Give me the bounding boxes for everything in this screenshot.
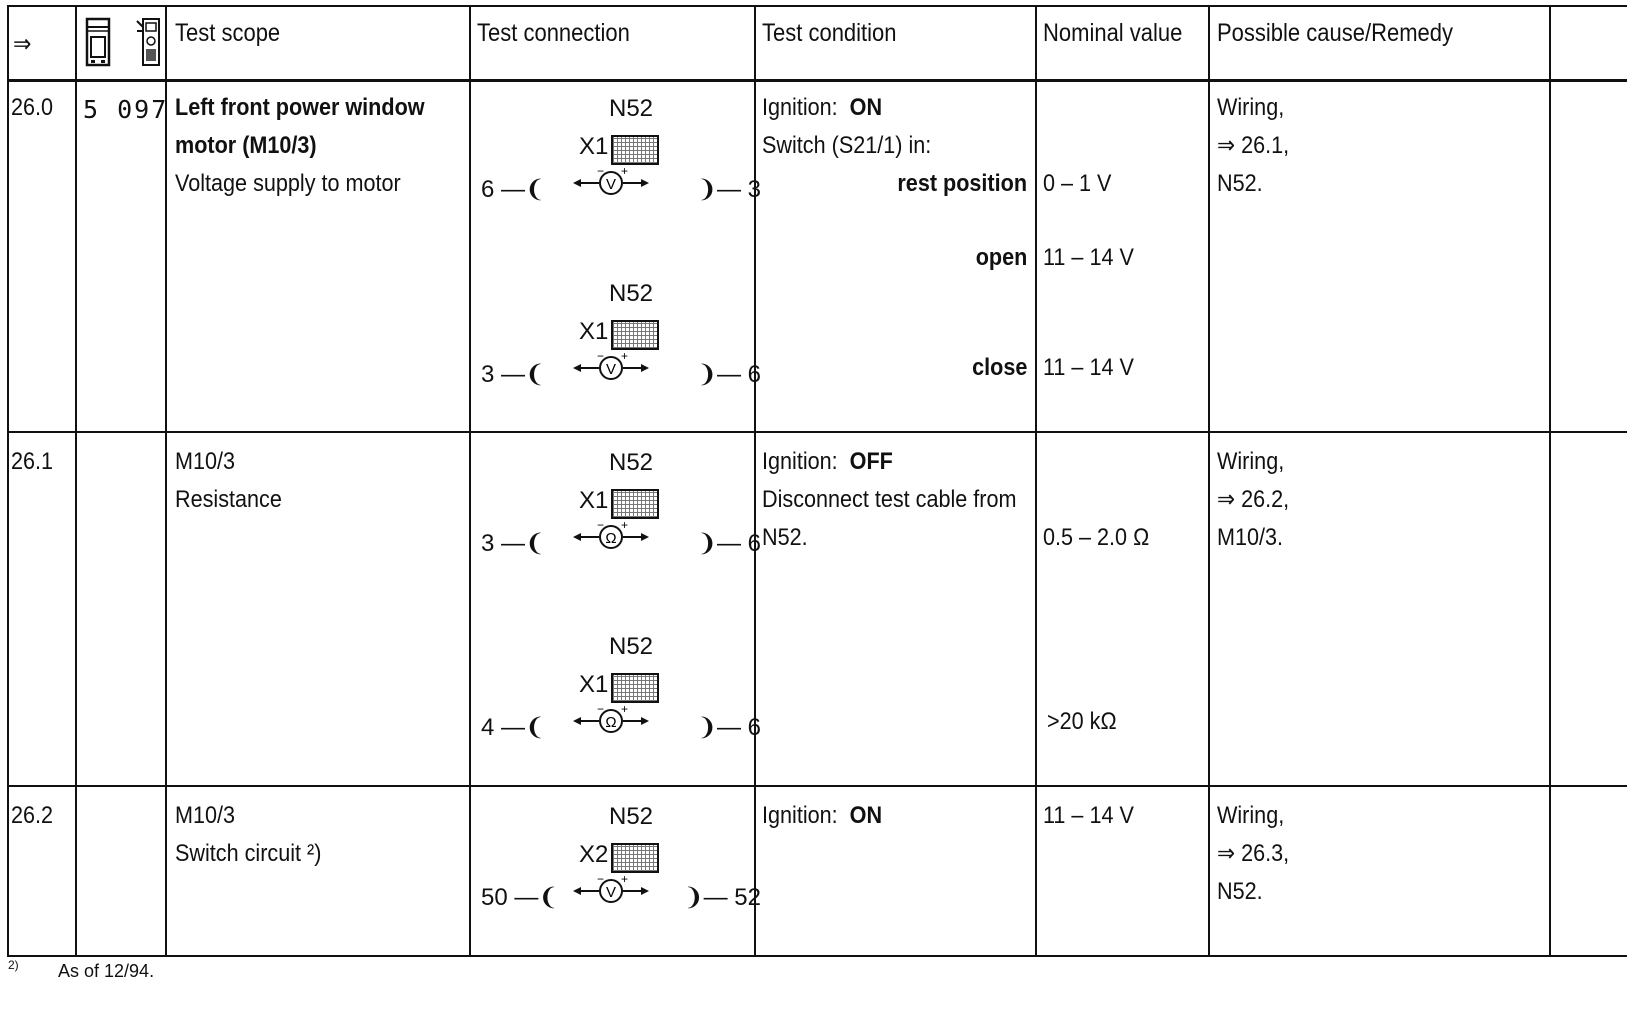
svg-text:−: − [597,350,605,363]
col-divider [1208,5,1210,957]
test-scope-title: motor (M10/3) [175,132,317,159]
remedy-line: N52. [1217,170,1263,197]
ohmmeter-icon [571,703,651,739]
left-pin: 3 —❨ [481,530,546,557]
left-pin: 3 —❨ [481,361,546,388]
remedy-line: Wiring, [1217,802,1285,829]
test-condition-line: N52. [762,524,808,551]
switch-position: open [975,244,1027,271]
nominal-value: 11 – 14 V [1043,354,1134,381]
test-condition: Ignition: ON [762,802,883,829]
svg-text:−: − [597,873,605,886]
test-condition: Ignition: ON [762,94,883,121]
svg-text:−: − [597,519,605,532]
test-scope-title: Left front power window [175,94,425,121]
left-pin: 4 —❨ [481,714,546,741]
test-scope-subtitle: Resistance [175,486,282,513]
module-label: N52 [609,633,654,660]
col-divider [1549,5,1551,957]
test-connection-diagram [471,633,771,753]
remedy-link[interactable]: ⇒ 26.1, [1217,132,1290,159]
connector-icon [611,135,659,165]
nominal-value: >20 kΩ [1047,708,1117,735]
test-condition: Ignition: OFF [762,448,893,475]
plug-label: X2 [579,841,609,868]
multimeter-probe-icon [135,17,161,72]
test-scope-title: M10/3 [175,448,236,475]
test-connection-diagram [471,95,771,215]
ohmmeter-icon [571,519,651,555]
nominal-value: 11 – 14 V [1043,802,1134,829]
svg-text:+: + [621,873,629,886]
svg-text:Ω: Ω [605,530,617,547]
meter-icon [571,873,651,909]
test-condition-line: Disconnect test cable from [762,486,1017,513]
right-pin: ❩— 6 [696,714,761,741]
left-pin: 50 —❨ [481,884,559,911]
remedy-line: M10/3. [1217,524,1284,551]
nominal-value-header: Nominal value [1043,19,1183,47]
nominal-value: 11 – 14 V [1043,244,1134,271]
hand-held-tester-icon [85,17,111,72]
remedy-line: Wiring, [1217,94,1285,121]
step-number: 26.0 [11,94,54,121]
row-divider [7,431,1627,433]
table-border-bottom [7,955,1627,957]
module-label: N52 [609,95,654,122]
connector-icon [611,673,659,703]
step-number: 26.2 [11,802,54,829]
svg-text:−: − [597,703,605,716]
diagnostic-test-table [7,5,1627,1007]
test-connection-header: Test connection [477,19,630,47]
col-divider [7,5,9,957]
meter-icon [571,165,651,201]
remedy-header: Possible cause/Remedy [1217,19,1454,47]
remedy-link[interactable]: ⇒ 26.3, [1217,840,1290,867]
test-connection-diagram [471,280,771,400]
switch-position: rest position [897,170,1027,197]
module-label: N52 [609,280,654,307]
test-scope-subtitle: Voltage supply to motor [175,170,401,197]
svg-text:+: + [621,519,629,532]
col-divider [75,5,77,957]
plug-label: X1 [579,318,609,345]
table-border-top [7,5,1627,7]
switch-position: close [971,354,1027,381]
module-label: N52 [609,803,654,830]
footnote-mark: 2) [8,958,19,972]
right-pin: ❩— 6 [696,361,761,388]
test-condition-header: Test condition [762,19,897,47]
connector-icon [611,320,659,350]
right-pin: ❩— 6 [696,530,761,557]
test-scope-subtitle: Switch circuit ²) [175,840,322,867]
svg-text:V: V [605,361,617,378]
svg-text:+: + [621,350,629,363]
header-divider [7,79,1627,82]
test-scope-header: Test scope [175,19,281,47]
test-condition-line: Switch (S21/1) in: [762,132,932,159]
remedy-line: Wiring, [1217,448,1285,475]
module-label: N52 [609,449,654,476]
svg-text:Ω: Ω [605,714,617,731]
connector-icon [611,843,659,873]
fault-code: 5 097 [83,95,169,124]
test-scope-title: M10/3 [175,802,236,829]
remedy-line: N52. [1217,878,1263,905]
plug-label: X1 [579,487,609,514]
nominal-value: 0 – 1 V [1043,170,1112,197]
row-divider [7,785,1627,787]
svg-text:+: + [621,165,629,178]
nominal-value: 0.5 – 2.0 Ω [1043,524,1150,551]
left-pin: 6 —❨ [481,176,546,203]
col-divider [1035,5,1037,957]
step-number: 26.1 [11,448,54,475]
plug-label: X1 [579,671,609,698]
test-connection-diagram [471,449,771,569]
svg-text:+: + [621,703,629,716]
svg-text:V: V [605,884,617,901]
test-connection-diagram [471,803,771,923]
meter-icon [571,350,651,386]
svg-text:−: − [597,165,605,178]
arrow-header: ⇒ [13,30,32,58]
connector-icon [611,489,659,519]
plug-label: X1 [579,133,609,160]
footnote-text: As of 12/94. [58,961,155,981]
remedy-link[interactable]: ⇒ 26.2, [1217,486,1290,513]
svg-text:V: V [605,176,617,193]
right-pin: ❩— 52 [683,884,761,911]
col-divider [165,5,167,957]
right-pin: ❩— 3 [696,176,761,203]
